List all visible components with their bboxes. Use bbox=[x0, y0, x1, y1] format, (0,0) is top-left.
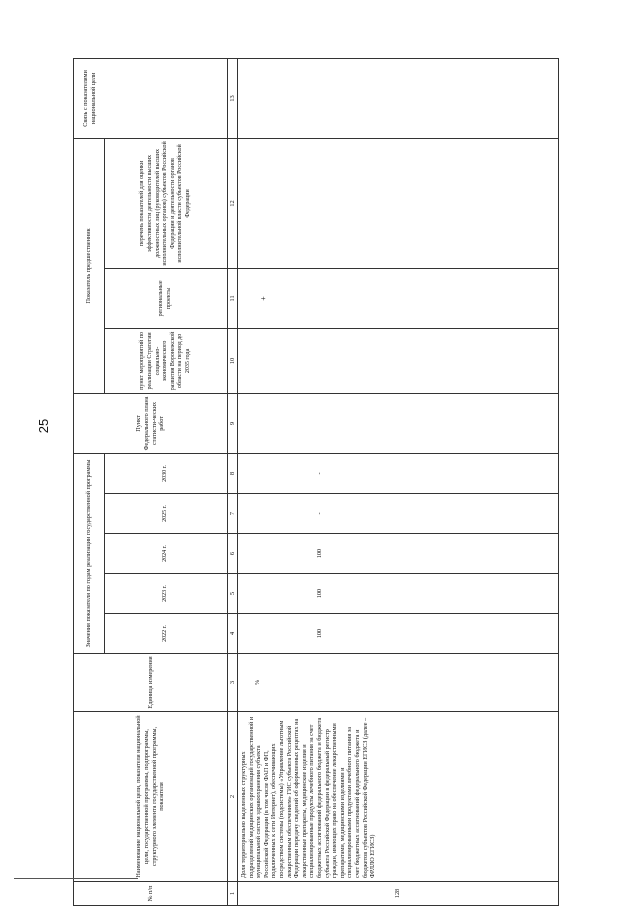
header-national-goals: Связь с показателями национальной цели bbox=[74, 58, 228, 138]
page-number: 25 bbox=[36, 418, 51, 434]
strategy-cell bbox=[238, 328, 559, 393]
fed-plan-cell bbox=[238, 393, 559, 453]
column-number: 2 bbox=[228, 712, 238, 882]
regional-projects-cell: + bbox=[238, 268, 559, 328]
row-number: 128 bbox=[238, 882, 559, 906]
header-row-1 bbox=[74, 58, 105, 905]
header-evaluation: перечень показателей для оценки эффективности деятельности высших должностных лиц (руководителей высших исполнительных органов) субъектов Российской Федерации и деятельности органов исполнительной власти субъектов Российской Федерации bbox=[105, 138, 228, 268]
value-2023: 100 bbox=[238, 574, 559, 614]
value-2024: 100 bbox=[238, 534, 559, 574]
column-number: 12 bbox=[228, 138, 238, 268]
header-row-no: № п/п bbox=[74, 882, 228, 906]
column-number: 11 bbox=[228, 268, 238, 328]
national-goals-cell bbox=[238, 58, 559, 138]
header-predecessors-group: Показатель предшественник bbox=[74, 138, 105, 393]
column-number: 3 bbox=[228, 654, 238, 712]
indicator-name: Доля территориально выделенных структурных подразделений медицинских организаций государственной и муниципальной систем здравоохранения субъекта Российской Федерации (в том числе ФАП и ФП, подключенных к сети Интернет), обеспечивающих посредством системы (подсистемы) «Управление льготным лекарственным обеспечением» ГИС субъекта Российской Федерации передачу сведений об оформленных рецептах на лекарственные препараты, медицинские изделия и специализированные продукты лечебного питания за счет бюджетных ассигнований федерального бюджета и бюджета субъекта Российской Федерации в федеральный регистр граждан, имеющих право на обеспечение лекарственными препаратами, медицинскими изделиями и специализированными продуктами лечебного питания за счет бюджетных ассигнований федерального бюджета и бюджетов субъектов Российской Федерации ЕГИСЗ (далее – ФРЛЛО ЕГИСЗ) bbox=[238, 712, 559, 882]
evaluation-cell bbox=[238, 138, 559, 268]
column-numbers-row bbox=[228, 58, 238, 905]
column-number: 7 bbox=[228, 494, 238, 534]
header-year-2023: 2023 г. bbox=[105, 574, 228, 614]
column-number: 5 bbox=[228, 574, 238, 614]
column-number: 4 bbox=[228, 614, 238, 654]
column-number: 9 bbox=[228, 393, 238, 453]
unit-cell: % bbox=[238, 654, 559, 712]
indicators-table bbox=[73, 58, 559, 906]
header-year-2022: 2022 г. bbox=[105, 614, 228, 654]
header-values-group: Значения показателя по годам реализации государственной программы bbox=[74, 453, 105, 653]
column-number: 10 bbox=[228, 328, 238, 393]
header-regional-projects: региональные проекты bbox=[105, 268, 228, 328]
value-2025: - bbox=[238, 494, 559, 534]
value-2022: 100 bbox=[238, 614, 559, 654]
column-number: 13 bbox=[228, 58, 238, 138]
header-year-2025: 2025 г. bbox=[105, 494, 228, 534]
value-2030: - bbox=[238, 453, 559, 493]
column-number: 8 bbox=[228, 453, 238, 493]
header-fed-plan: Пункт Федерального плана статисти-ческих работ bbox=[74, 393, 228, 453]
column-number: 6 bbox=[228, 534, 238, 574]
table-row bbox=[238, 58, 559, 905]
rotated-table-wrapper bbox=[73, 59, 579, 906]
footer-rule bbox=[14, 878, 138, 879]
column-number: 1 bbox=[228, 882, 238, 906]
header-year-2024: 2024 г. bbox=[105, 534, 228, 574]
header-name: Наименование национальной цели, показателя национальной цели, государственной программы, подпрограммы, структурного элемента государственной программы, показателя bbox=[74, 712, 228, 882]
header-unit: Единица измерения bbox=[74, 654, 228, 712]
header-year-2030: 2030 г. bbox=[105, 453, 228, 493]
header-strategy: пункт мероприятий по реализации Стратегии социально-экономического развития Воронежской области на период до 2035 года bbox=[105, 328, 228, 393]
